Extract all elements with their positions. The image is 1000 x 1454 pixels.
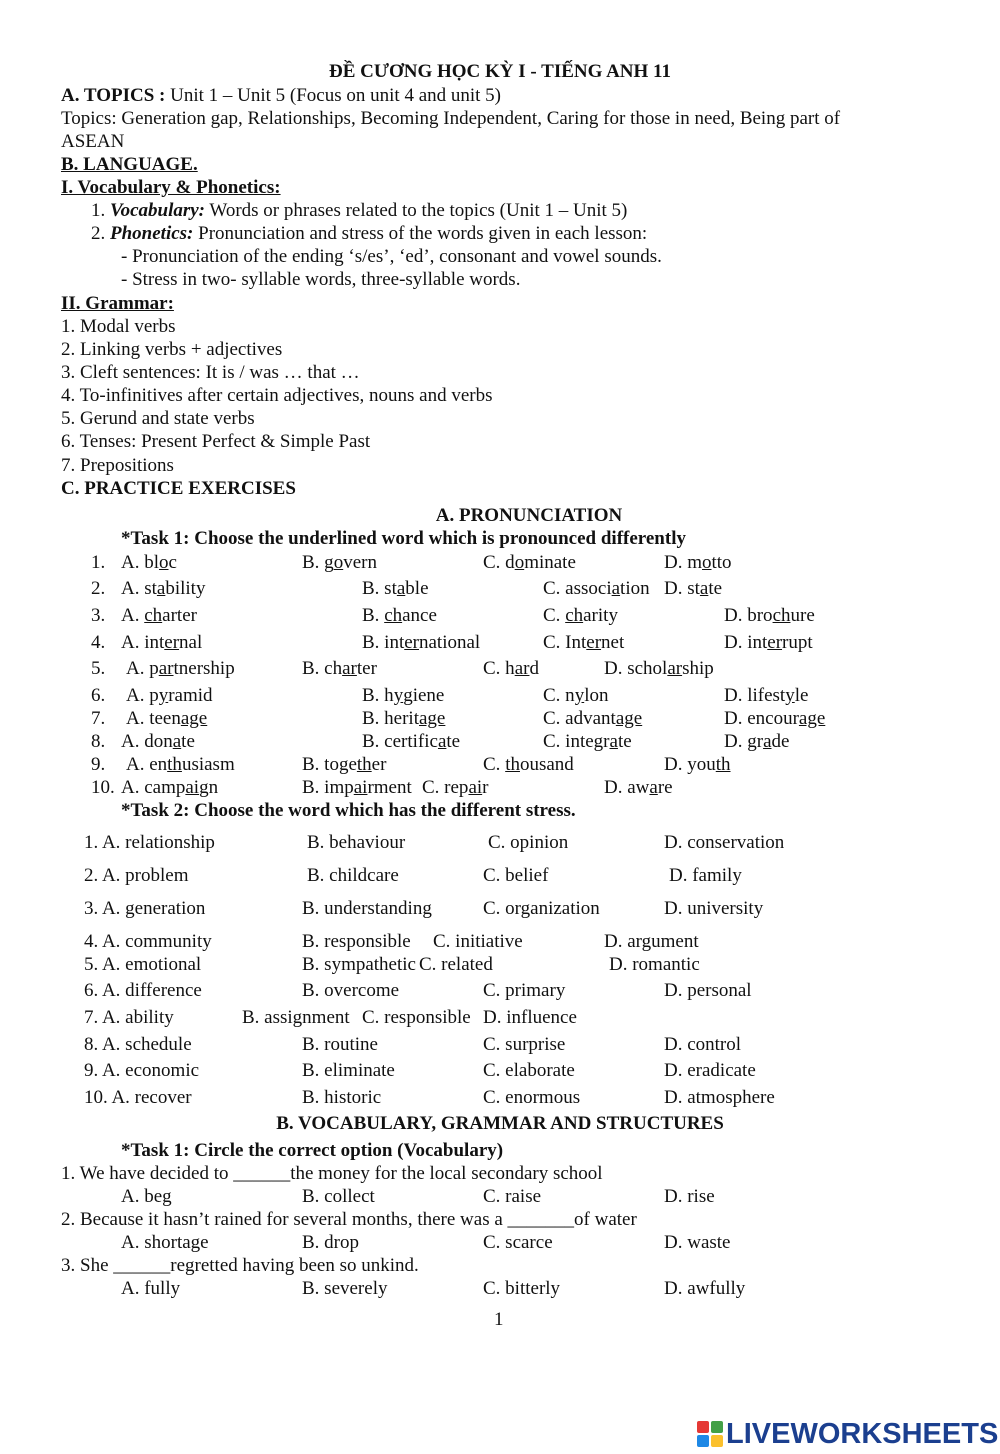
option-text: B. herit xyxy=(362,708,419,729)
option-text: ousand xyxy=(519,754,574,775)
option-text: D. gr xyxy=(724,731,764,752)
option-text: minate xyxy=(524,552,576,573)
option-text: te xyxy=(446,731,461,752)
underlined-part: th xyxy=(167,754,182,775)
topics-label: A. TOPICS : xyxy=(61,85,166,106)
underlined-part: age xyxy=(798,708,826,729)
task1-option[interactable] xyxy=(362,578,429,600)
option-text: B. certific xyxy=(362,731,438,752)
grammar-item: 7. Prepositions xyxy=(61,455,174,476)
task1-option[interactable] xyxy=(664,754,731,776)
option-text: bility xyxy=(165,578,206,599)
vocab-question: 1. We have decided to ______the money for the local secondary school xyxy=(61,1163,603,1184)
underlined-part: a xyxy=(649,777,658,798)
logo-text: LIVEWORKSHEETS xyxy=(726,1417,999,1450)
language-heading: B. LANGUAGE. xyxy=(61,154,198,175)
task2-option[interactable]: C. organization xyxy=(483,898,600,919)
option-text: D. int xyxy=(724,632,768,653)
task2-question-option-a[interactable]: 10. A. recover xyxy=(84,1087,192,1108)
underlined-part: ar xyxy=(158,658,174,679)
option-text: de xyxy=(771,731,790,752)
task1-option[interactable] xyxy=(664,552,732,574)
option-text: A. don xyxy=(121,731,173,752)
option-text: C. rep xyxy=(422,777,469,798)
vocab-item xyxy=(91,200,627,222)
option-text: ure xyxy=(790,605,815,626)
option-text: D. aw xyxy=(604,777,650,798)
option-text: B. int xyxy=(362,632,405,653)
task1-question-number: 1. xyxy=(91,552,106,573)
option-text: vern xyxy=(343,552,377,573)
option-text: c xyxy=(168,552,177,573)
task1-option[interactable] xyxy=(724,731,789,753)
task2-option[interactable]: D. argument xyxy=(604,931,699,952)
phonetics-item xyxy=(91,223,647,245)
option-text: gn xyxy=(199,777,219,798)
option-text: rupt xyxy=(782,632,813,653)
task2-option[interactable]: B. routine xyxy=(302,1034,378,1055)
task1-option[interactable] xyxy=(724,632,813,654)
option-text: le xyxy=(794,685,809,706)
option-text: A. int xyxy=(121,632,165,653)
option-text: usiasm xyxy=(181,754,235,775)
task1-question-number: 4. xyxy=(91,632,106,653)
underlined-part: a xyxy=(396,578,406,599)
task2-option[interactable]: C. enormous xyxy=(483,1087,581,1108)
grammar-item: 1. Modal verbs xyxy=(61,316,176,337)
task2-question-option-a[interactable]: 1. A. relationship xyxy=(84,832,215,853)
underlined-part: er xyxy=(164,632,180,653)
option-text: re xyxy=(657,777,673,798)
topics-line xyxy=(61,85,501,107)
task2-option[interactable]: C. opinion xyxy=(488,832,569,853)
topics-list-line2: ASEAN xyxy=(61,131,125,152)
task1-option[interactable] xyxy=(302,754,386,776)
task2-option[interactable]: C. responsible xyxy=(362,1007,471,1028)
option-text: B. imp xyxy=(302,777,354,798)
task1-option[interactable] xyxy=(126,685,213,707)
underlined-part: th xyxy=(505,754,520,775)
task2-question-option-a[interactable]: 6. A. difference xyxy=(84,980,202,1001)
vocab-task1-heading: *Task 1: Circle the correct option (Vocabulary) xyxy=(121,1140,504,1161)
underlined-part: o xyxy=(702,552,712,573)
option-text: ramid xyxy=(168,685,213,706)
task2-question-option-a[interactable]: 4. A. community xyxy=(84,931,212,952)
option-text: C. d xyxy=(483,552,515,573)
underlined-part: y xyxy=(785,685,795,706)
task1-option[interactable] xyxy=(724,708,825,730)
option-text: A. p xyxy=(126,658,159,679)
vocab-question: 3. She ______regretted having been so unkind. xyxy=(61,1255,419,1276)
task1-option[interactable] xyxy=(724,605,815,627)
task2-option[interactable]: B. responsible xyxy=(302,931,411,952)
vocab-option[interactable]: B. collect xyxy=(302,1186,375,1207)
task1-option[interactable] xyxy=(362,731,460,753)
task1-option[interactable] xyxy=(543,605,618,627)
task1-option[interactable] xyxy=(483,754,574,776)
task1-option[interactable] xyxy=(604,777,673,799)
task2-option[interactable]: C. initiative xyxy=(433,931,523,952)
vocab-option[interactable]: D. rise xyxy=(664,1186,715,1207)
option-text: A. st xyxy=(121,578,157,599)
grammar-item: 2. Linking verbs + adjectives xyxy=(61,339,283,360)
underlined-part: a xyxy=(699,578,709,599)
underlined-part: o xyxy=(159,552,169,573)
option-text: D. lifest xyxy=(724,685,786,706)
task1-option[interactable] xyxy=(302,658,377,680)
option-text: arity xyxy=(583,605,618,626)
option-text: C. xyxy=(543,605,566,626)
option-text: ter xyxy=(356,658,377,679)
task1-option[interactable] xyxy=(483,658,539,680)
underlined-part: a xyxy=(609,731,618,752)
underlined-part: ai xyxy=(353,777,368,798)
underlined-part: age xyxy=(419,708,446,729)
underlined-part: age xyxy=(180,708,208,729)
grammar-item: 4. To-infinitives after certain adjectives, nouns and verbs xyxy=(61,385,493,406)
underlined-part: ar xyxy=(342,658,357,679)
task1-option[interactable] xyxy=(121,777,218,799)
vocab-num: 1. xyxy=(91,200,110,221)
option-text: tnership xyxy=(173,658,235,679)
task2-option[interactable]: D. personal xyxy=(664,980,752,1001)
option-text: A. camp xyxy=(121,777,186,798)
vocab-option[interactable]: A. shortage xyxy=(121,1232,209,1253)
option-text: lon xyxy=(584,685,609,706)
option-text: A. xyxy=(121,605,145,626)
option-text: D. bro xyxy=(724,605,773,626)
task2-question-option-a[interactable]: 9. A. economic xyxy=(84,1060,200,1081)
task1-option[interactable] xyxy=(121,605,197,627)
task2-question-option-a[interactable]: 7. A. ability xyxy=(84,1007,174,1028)
option-text: A. teen xyxy=(126,708,181,729)
option-text: r xyxy=(482,777,489,798)
task2-option[interactable]: B. sympathetic xyxy=(302,954,416,975)
underlined-part: ch xyxy=(772,605,791,626)
option-text: B. g xyxy=(302,552,334,573)
task2-option[interactable]: B. overcome xyxy=(302,980,400,1001)
option-text: A. en xyxy=(126,754,168,775)
option-text: B. st xyxy=(362,578,397,599)
underlined-part: a xyxy=(763,731,772,752)
task1-option[interactable] xyxy=(126,708,207,730)
option-text: A. bl xyxy=(121,552,159,573)
underlined-part: er xyxy=(586,632,602,653)
task1-option[interactable] xyxy=(121,632,202,654)
task1-option[interactable] xyxy=(724,685,808,707)
task2-option[interactable]: D. control xyxy=(664,1034,742,1055)
task2-option[interactable]: B. understanding xyxy=(302,898,432,919)
option-text: rment xyxy=(367,777,412,798)
task2-option[interactable]: B. behaviour xyxy=(307,832,406,853)
option-text: B. ch xyxy=(302,658,343,679)
task1-option[interactable] xyxy=(362,632,480,654)
option-text: ance xyxy=(402,605,437,626)
option-text: C. Int xyxy=(543,632,587,653)
option-text: C. xyxy=(483,754,506,775)
task1-option[interactable] xyxy=(302,552,377,574)
option-text: B. h xyxy=(362,685,394,706)
vocab-option[interactable]: C. bitterly xyxy=(483,1278,561,1299)
task2-option[interactable]: C. belief xyxy=(483,865,549,886)
vocab-text: Words or phrases related to the topics (Unit 1 – Unit 5) xyxy=(205,200,628,221)
task1-option[interactable] xyxy=(121,731,195,753)
underlined-part: ar xyxy=(667,658,683,679)
vocab-option[interactable]: A. beg xyxy=(121,1186,172,1207)
task1-option[interactable] xyxy=(664,578,722,600)
task1-question-number: 2. xyxy=(91,578,106,599)
option-text: national xyxy=(419,632,481,653)
task2-option[interactable]: D. family xyxy=(669,865,742,886)
vocab-question: 2. Because it hasn’t rained for several months, there was a _______of water xyxy=(61,1209,637,1230)
vocab-option[interactable]: B. drop xyxy=(302,1232,359,1253)
task2-option[interactable]: B. childcare xyxy=(307,865,399,886)
task1-option[interactable] xyxy=(121,578,205,600)
task2-question-option-a[interactable]: 2. A. problem xyxy=(84,865,189,886)
option-text: tion xyxy=(620,578,650,599)
option-text: er xyxy=(371,754,387,775)
underlined-part: th xyxy=(715,754,731,775)
vocab-grammar-heading: B. VOCABULARY, GRAMMAR AND STRUCTURES xyxy=(276,1113,724,1134)
task1-option[interactable] xyxy=(121,552,177,574)
option-text: arter xyxy=(162,605,197,626)
underlined-part: ai xyxy=(468,777,483,798)
underlined-part: er xyxy=(767,632,783,653)
task1-option[interactable] xyxy=(543,708,642,730)
topics-units: Unit 1 – Unit 5 (Focus on unit 4 and unit 5) xyxy=(165,85,502,106)
task1-question-number: 6. xyxy=(91,685,106,706)
grammar-item: 5. Gerund and state verbs xyxy=(61,408,255,429)
task1-option[interactable] xyxy=(422,777,488,799)
option-text: D. schol xyxy=(604,658,668,679)
option-text: giene xyxy=(403,685,445,706)
underlined-part: ar xyxy=(514,658,530,679)
option-text: D. st xyxy=(664,578,700,599)
task2-question-option-a[interactable]: 8. A. schedule xyxy=(84,1034,192,1055)
option-text: C. integr xyxy=(543,731,610,752)
option-text: te xyxy=(617,731,632,752)
option-text: ship xyxy=(682,658,714,679)
task1-question-number: 7. xyxy=(91,708,106,729)
option-text: net xyxy=(601,632,625,653)
option-text: tto xyxy=(711,552,732,573)
vocab-label: Vocabulary: xyxy=(110,200,205,221)
task2-option[interactable]: D. atmosphere xyxy=(664,1087,775,1108)
task1-question-number: 5. xyxy=(91,658,106,679)
task1-option[interactable] xyxy=(362,605,437,627)
task1-option[interactable] xyxy=(543,731,632,753)
task1-option[interactable] xyxy=(126,754,235,776)
vocab-option[interactable]: D. waste xyxy=(664,1232,731,1253)
vocab-option[interactable]: C. scarce xyxy=(483,1232,553,1253)
vocab-option[interactable]: A. fully xyxy=(121,1278,181,1299)
task2-heading: *Task 2: Choose the word which has the different stress. xyxy=(121,800,576,821)
option-text: D. you xyxy=(664,754,716,775)
task1-option[interactable] xyxy=(543,578,650,600)
task1-option[interactable] xyxy=(543,632,624,654)
option-text: ble xyxy=(405,578,429,599)
task1-option[interactable] xyxy=(126,658,235,680)
page-title: ĐỀ CƯƠNG HỌC KỲ I - TIẾNG ANH 11 xyxy=(328,61,672,82)
underlined-part: ch xyxy=(565,605,584,626)
grammar-item: 6. Tenses: Present Perfect & Simple Past xyxy=(61,431,371,452)
task1-option[interactable] xyxy=(604,658,714,680)
liveworksheets-logo xyxy=(697,1419,998,1449)
logo-grid-icon xyxy=(697,1421,723,1447)
grammar-heading: II. Grammar: xyxy=(61,293,174,314)
underlined-part: ai xyxy=(185,777,200,798)
task2-option[interactable]: B. historic xyxy=(302,1087,382,1108)
underlined-part: a xyxy=(156,578,166,599)
underlined-part: age xyxy=(615,708,643,729)
underlined-part: y xyxy=(393,685,404,706)
task2-option[interactable]: D. conservation xyxy=(664,832,785,853)
phonetics-num: 2. xyxy=(91,223,110,244)
option-text: B. xyxy=(362,605,385,626)
option-text: C. advant xyxy=(543,708,616,729)
task1-option[interactable] xyxy=(302,777,412,799)
vocab-option[interactable]: D. awfully xyxy=(664,1278,746,1299)
task1-question-number: 9. xyxy=(91,754,106,775)
option-text: C. h xyxy=(483,658,515,679)
topics-list-line1: Topics: Generation gap, Relationships, Becoming Independent, Caring for those in need, Being part of xyxy=(61,108,841,129)
option-text: te xyxy=(708,578,723,599)
vocab-option[interactable]: C. raise xyxy=(483,1186,542,1207)
task2-option[interactable]: B. eliminate xyxy=(302,1060,395,1081)
underlined-part: th xyxy=(356,754,372,775)
option-text: C. n xyxy=(543,685,575,706)
option-text: D. m xyxy=(664,552,702,573)
task2-option[interactable]: D. university xyxy=(664,898,764,919)
practice-heading: C. PRACTICE EXERCISES xyxy=(61,478,296,499)
task2-option[interactable]: D. romantic xyxy=(609,954,700,975)
underlined-part: o xyxy=(333,552,344,573)
task2-option[interactable]: D. influence xyxy=(483,1007,577,1028)
task1-question-number: 3. xyxy=(91,605,106,626)
task2-option[interactable]: C. related xyxy=(419,954,493,975)
phonetics-sub2: - Stress in two- syllable words, three-syllable words. xyxy=(121,269,521,290)
underlined-part: y xyxy=(574,685,585,706)
option-text: d xyxy=(529,658,539,679)
option-text: D. encour xyxy=(724,708,799,729)
pronunciation-heading: A. PRONUNCIATION xyxy=(435,505,623,526)
option-text: C. associ xyxy=(543,578,612,599)
underlined-part: y xyxy=(158,685,169,706)
option-text: nal xyxy=(179,632,203,653)
task1-question-number: 8. xyxy=(91,731,106,752)
underlined-part: er xyxy=(404,632,419,653)
task1-question-number: 10. xyxy=(91,777,115,798)
task2-option[interactable]: D. eradicate xyxy=(664,1060,756,1081)
page-number: 1 xyxy=(494,1309,504,1330)
task2-option[interactable]: B. assignment xyxy=(242,1007,350,1028)
underlined-part: a xyxy=(611,578,621,599)
task1-option[interactable] xyxy=(543,685,608,707)
task2-option[interactable]: C. surprise xyxy=(483,1034,566,1055)
underlined-part: ch xyxy=(384,605,403,626)
phonetics-text: Pronunciation and stress of the words given in each lesson: xyxy=(193,223,648,244)
underlined-part: o xyxy=(514,552,525,573)
task2-question-option-a[interactable]: 3. A. generation xyxy=(84,898,206,919)
task1-option[interactable] xyxy=(362,708,445,730)
option-text: te xyxy=(181,731,195,752)
underlined-part: a xyxy=(172,731,182,752)
task1-heading: *Task 1: Choose the underlined word which is pronounced differently xyxy=(121,528,686,549)
phonetics-label: Phonetics: xyxy=(110,223,194,244)
task2-question-option-a[interactable]: 5. A. emotional xyxy=(84,954,202,975)
vocab-option[interactable]: B. severely xyxy=(302,1278,388,1299)
grammar-item: 3. Cleft sentences: It is / was … that … xyxy=(61,362,360,383)
phonetics-sub1: - Pronunciation of the ending ‘s/es’, ‘ed’, consonant and vowel sounds. xyxy=(121,246,662,267)
underlined-part: a xyxy=(437,731,447,752)
option-text: A. p xyxy=(126,685,159,706)
task1-option[interactable] xyxy=(362,685,444,707)
vocab-phonetics-heading: I. Vocabulary & Phonetics: xyxy=(61,177,281,198)
underlined-part: ch xyxy=(144,605,163,626)
task2-option[interactable]: C. elaborate xyxy=(483,1060,575,1081)
task2-option[interactable]: C. primary xyxy=(483,980,566,1001)
option-text: B. toge xyxy=(302,754,357,775)
task1-option[interactable] xyxy=(483,552,576,574)
